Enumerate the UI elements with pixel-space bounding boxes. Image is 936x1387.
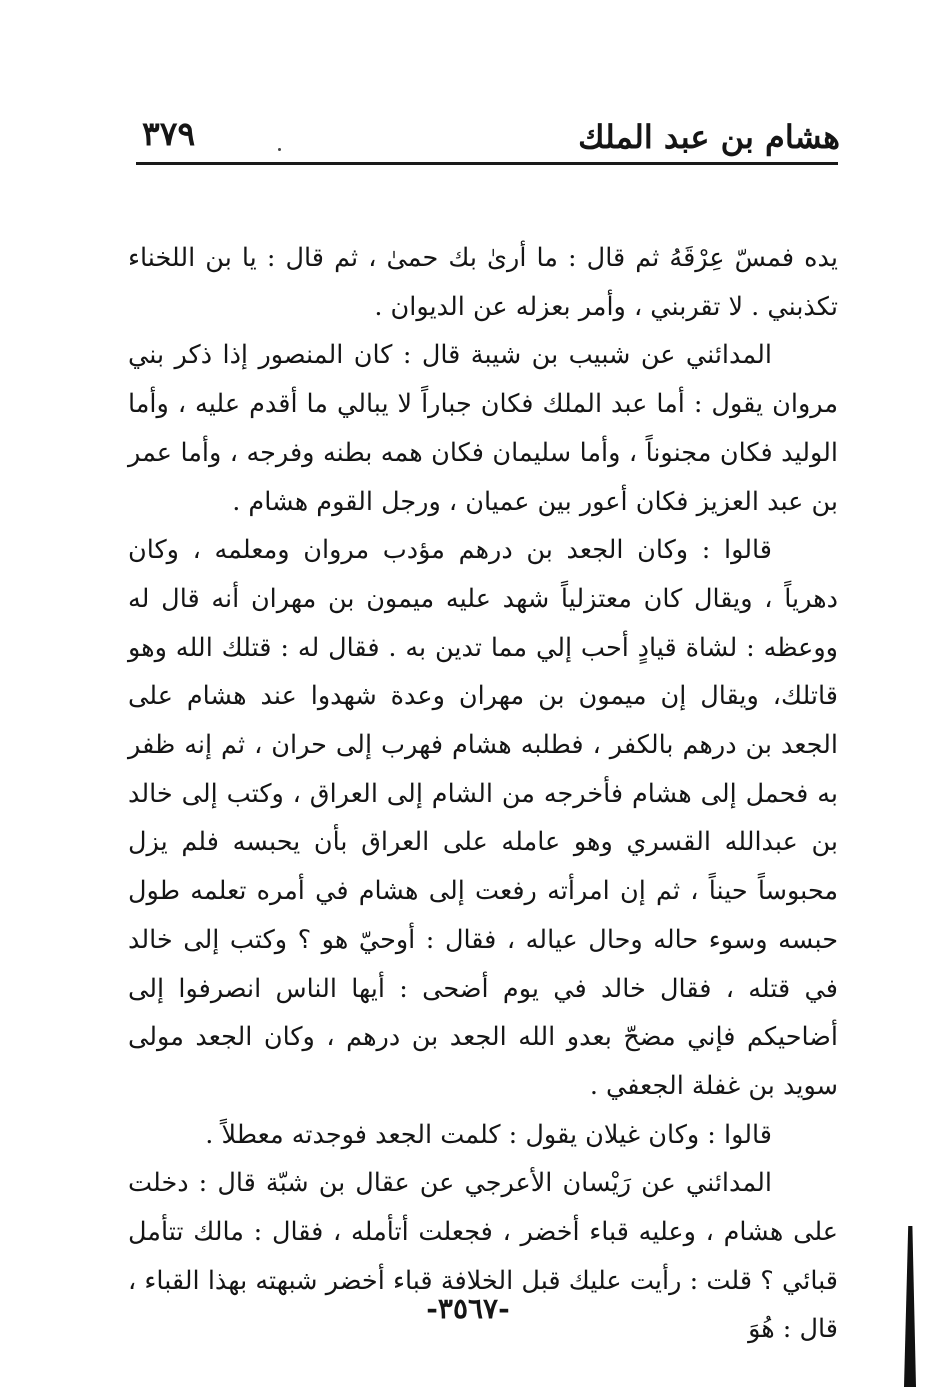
body-text xyxy=(128,234,838,1354)
page-number: ٣٧٩ xyxy=(142,114,196,153)
footer-page-number: -٣٥٦٧- xyxy=(426,1292,510,1325)
paragraph: يده فمسّ عِرْقَهُ ثم قال : ما أرىٰ بك حمىٰ ، ثم قال : يا بن اللخناء تكذبني . لا تقربني ، وأمر بعزله عن الديوان . xyxy=(128,243,838,322)
paragraph: قالوا : وكان الجعد بن درهم مؤدب مروان ومعلمه ، وكان دهرياً ، ويقال كان معتزلياً شهد عليه ميمون بن مهران أنه قال له ووعظه : لشاة قيادٍ أحب إلي مما تدين به . فقال له : قتلك الله وهو قاتلك، ويقال إن ميمون بن مهران وعدة شهدوا عند هشام على الجعد بن درهم بالكفر ، فطلبه هشام فهرب إلى حران ، ثم إنه ظفر به فحمل إلى هشام فأخرجه من الشام إلى العراق ، وكتب إلى خالد بن عبدالله القسري وهو عامله على العراق بأن يحبسه فلم يزل محبوساً حيناً ، ثم إن امرأته رفعت إلى هشام في أمره تعلمه طول حبسه وسوء حاله وحال عياله ، فقال : أوحيّ هو ؟ وكتب إلى خالد في قتله ، فقال خالد في يوم أضحى : أيها الناس انصرفوا إلى أضاحيكم فإني مضحّ بعدو الله الجعد بن درهم ، وكان الجعد مولى سويد بن غفلة الجعفي . xyxy=(128,535,838,1101)
running-title: هشام بن عبد الملك xyxy=(578,118,840,156)
header-rule xyxy=(136,162,838,165)
paragraph: المدائني عن شبيب بن شيبة قال : كان المنصور إذا ذكر بني مروان يقول : أما عبد الملك فكان جباراً لا يبالي ما أقدم عليه ، وأما الوليد فكان مجنوناً ، وأما سليمان فكان همه بطنه وفرجه ، وأما عمر بن عبد العزيز فكان أعور بين عميان ، ورجل القوم هشام . xyxy=(128,340,838,517)
scan-speck xyxy=(278,148,281,151)
paragraph: المدائني عن رَيْسان الأعرجي عن عقال بن شبّة قال : دخلت على هشام ، وعليه قباء أخضر ، فجعلت أتأمله ، فقال : مالك تتأمل قبائي ؟ قلت : رأيت عليك قبل الخلافة قباء أخضر شبهته بهذا القباء ، قال : هُوَ xyxy=(128,1168,838,1345)
paragraph: قالوا : وكان غيلان يقول : كلمت الجعد فوجدته معطلاً . xyxy=(205,1119,772,1150)
